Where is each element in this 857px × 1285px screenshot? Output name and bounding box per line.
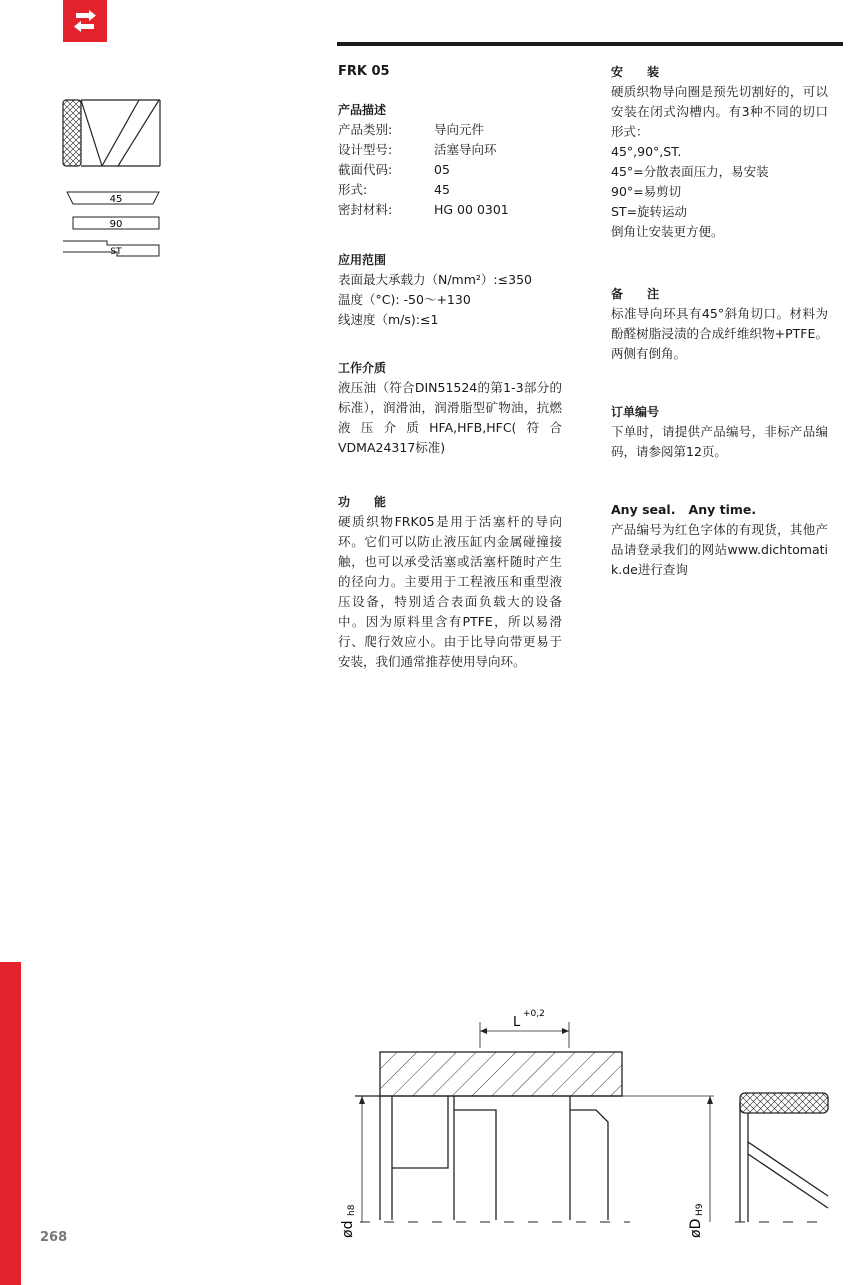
- bore-diameter-label: øD: [688, 1218, 704, 1238]
- description-heading: 产品描述: [338, 103, 387, 117]
- cut-90-figure: [73, 217, 159, 230]
- description-row: 密封材料: HG 00 0301: [338, 202, 509, 217]
- cut-st-label: ST: [110, 247, 122, 257]
- description-row: 形式: 45: [338, 182, 450, 197]
- length-tolerance: +0,2: [523, 1009, 545, 1019]
- installation-line: 45°=分散表面压力，易安装: [611, 164, 769, 179]
- media-heading: 工作介质: [338, 361, 387, 375]
- cut-st-figure: [63, 241, 159, 257]
- application-line: 线速度（m/s):≤1: [338, 312, 439, 327]
- length-label: L: [513, 1015, 521, 1030]
- application-line: 表面最大承载力（N/mm²）:≤350: [338, 272, 532, 287]
- installation-line: 45°,90°,ST.: [611, 144, 682, 159]
- description-row: 设计型号: 活塞导向环: [338, 142, 497, 157]
- right-column: [611, 62, 828, 580]
- description-row: 产品类别: 导向元件: [338, 122, 485, 137]
- double-arrow-icon: [63, 0, 107, 42]
- tagline-slogan: Any seal. Any time.: [611, 502, 757, 517]
- product-code: FRK 05: [338, 64, 390, 79]
- cut-90-label: 90: [109, 219, 123, 230]
- brand-logo: [63, 0, 107, 42]
- media-text: 液压油（符合DIN51524的第1-3部分的标准），润滑油，润滑脂型矿物油，抗燃液压介质HFA,HFB,HFC(符合VDMA24317标准): [338, 380, 562, 455]
- cut-45-figure: [67, 192, 159, 205]
- installation-line: 90°=易剪切: [611, 184, 682, 199]
- installation-heading: 安 装: [611, 65, 660, 79]
- rod-diameter-tolerance: h8: [347, 1204, 357, 1216]
- bore-diameter-tolerance: H9: [695, 1203, 705, 1216]
- installation-line: ST=旋转运动: [611, 204, 688, 219]
- application-heading: 应用范围: [338, 253, 387, 267]
- function-heading: 功 能: [338, 495, 387, 509]
- installation-line: 倒角让安装更方便。: [611, 224, 724, 239]
- remarks-text: 标准导向环具有45°斜角切口。材料为酚醛树脂浸渍的合成纤维织物+PTFE。两侧有倒角。: [611, 306, 828, 361]
- application-line: 温度（°C): -50～+130: [338, 292, 471, 307]
- ordering-text: 下单时，请提供产品编号，非标产品编码，请参阅第12页。: [611, 424, 828, 459]
- description-row: 截面代码: 05: [338, 162, 450, 177]
- installation-line: 硬质织物导向圈是预先切割好的，可以安装在闭式沟槽内。有3种不同的切口形式：: [611, 84, 828, 139]
- rod-diameter-label: ød: [340, 1220, 356, 1238]
- side-color-bar: [0, 962, 21, 1285]
- ring-section-thumbnail: [55, 95, 170, 265]
- function-text: 硬质织物FRK05是用于活塞杆的导向环。它们可以防止液压缸内金属碰撞接触，也可以承受活塞或活塞杆随时产生的径向力。主要用于工程液压和重型液压设备，特别适合表面负载大的设备中。因为原料里含有PTFE，所以易滑行、爬行效应小。由于比导向带更易于安装，我们通常推荐使用导向环。: [338, 514, 562, 669]
- header-rule: [337, 42, 843, 46]
- installation-drawing: [330, 1000, 830, 1260]
- page-number: 268: [40, 1230, 68, 1245]
- tagline-text: 产品编号为红色字体的有现货，其他产品请登录我们的网站www.dichtomatik.de进行查询: [611, 522, 828, 577]
- remarks-heading: 备 注: [611, 287, 660, 301]
- ordering-heading: 订单编号: [611, 405, 660, 419]
- cut-45-label: 45: [109, 194, 123, 205]
- left-column: [338, 62, 562, 672]
